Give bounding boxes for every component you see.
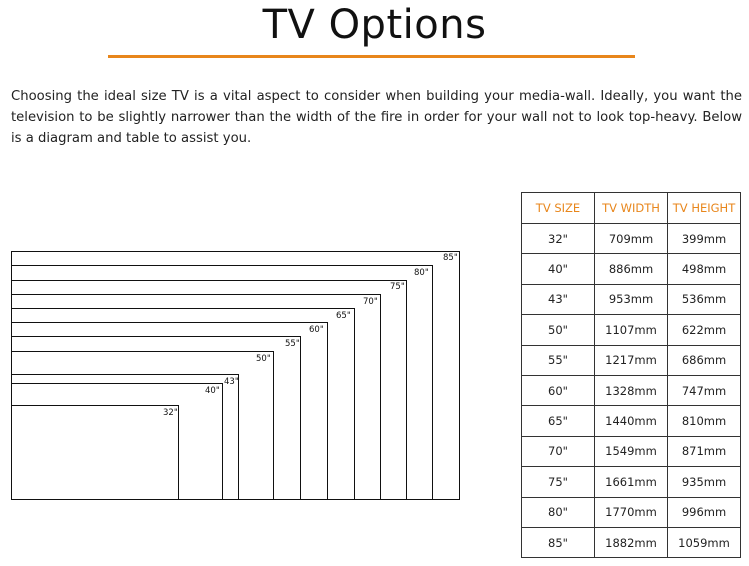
- table-row: [522, 315, 741, 345]
- cell-tv-width: 1882mm: [595, 527, 668, 557]
- tv-outline: [11, 308, 355, 500]
- header-tv-width: TV WIDTH: [595, 193, 668, 224]
- cell-tv-height: 810mm: [668, 406, 741, 436]
- cell-tv-width: 1107mm: [595, 315, 668, 345]
- cell-tv-width: 709mm: [595, 224, 668, 254]
- cell-tv-height: 935mm: [668, 467, 741, 497]
- tv-size-label: 40": [205, 386, 220, 396]
- table-row: [522, 345, 741, 375]
- header-tv-size: TV SIZE: [522, 193, 595, 224]
- tv-outline: [11, 294, 381, 500]
- cell-tv-height: 686mm: [668, 345, 741, 375]
- tv-outline: [11, 351, 274, 500]
- title-underline: [108, 55, 635, 58]
- tv-size-table: [521, 192, 741, 558]
- cell-tv-size: 60": [522, 375, 595, 405]
- cell-tv-size: 85": [522, 527, 595, 557]
- tv-size-label: 32": [163, 408, 178, 418]
- cell-tv-height: 622mm: [668, 315, 741, 345]
- table-row: [522, 375, 741, 405]
- tv-size-label: 70": [363, 297, 378, 307]
- table-body: [522, 224, 741, 558]
- cell-tv-size: 50": [522, 315, 595, 345]
- cell-tv-size: 55": [522, 345, 595, 375]
- tv-outline: [11, 405, 179, 500]
- cell-tv-height: 399mm: [668, 224, 741, 254]
- cell-tv-width: 1440mm: [595, 406, 668, 436]
- cell-tv-size: 75": [522, 467, 595, 497]
- cell-tv-width: 1549mm: [595, 436, 668, 466]
- table-row: [522, 497, 741, 527]
- cell-tv-height: 536mm: [668, 284, 741, 314]
- tv-outline: [11, 251, 460, 500]
- intro-paragraph: Choosing the ideal size TV is a vital aspect to consider when building your media-wall. Ideally, you want the television to be slightly narrower than the width of the fire in order for your wall not to look top-heavy. Below is a diagram and table to assist you.: [11, 89, 742, 146]
- cell-tv-width: 886mm: [595, 254, 668, 284]
- cell-tv-size: 40": [522, 254, 595, 284]
- tv-size-label: 80": [414, 268, 429, 278]
- cell-tv-width: 953mm: [595, 284, 668, 314]
- cell-tv-width: 1217mm: [595, 345, 668, 375]
- tv-outline: [11, 374, 239, 500]
- cell-tv-size: 43": [522, 284, 595, 314]
- table-row: [522, 527, 741, 557]
- cell-tv-height: 871mm: [668, 436, 741, 466]
- tv-outline: [11, 383, 223, 500]
- table-row: [522, 436, 741, 466]
- page-title: TV Options: [262, 2, 487, 48]
- table-row: [522, 284, 741, 314]
- tv-size-label: 75": [390, 282, 405, 292]
- header-tv-height: TV HEIGHT: [668, 193, 741, 224]
- tv-outline: [11, 280, 407, 500]
- tv-size-label: 85": [443, 253, 458, 263]
- tv-outline: [11, 336, 301, 500]
- tv-size-label: 43": [224, 377, 239, 387]
- table-row: [522, 467, 741, 497]
- cell-tv-size: 32": [522, 224, 595, 254]
- cell-tv-size: 70": [522, 436, 595, 466]
- table-row: [522, 254, 741, 284]
- cell-tv-size: 80": [522, 497, 595, 527]
- cell-tv-height: 747mm: [668, 375, 741, 405]
- cell-tv-size: 65": [522, 406, 595, 436]
- tv-outline: [11, 265, 433, 500]
- table-row: [522, 406, 741, 436]
- cell-tv-height: 498mm: [668, 254, 741, 284]
- cell-tv-height: 1059mm: [668, 527, 741, 557]
- cell-tv-width: 1328mm: [595, 375, 668, 405]
- cell-tv-width: 1661mm: [595, 467, 668, 497]
- table-row: [522, 224, 741, 254]
- tv-size-label: 50": [256, 354, 271, 364]
- tv-size-label: 55": [285, 339, 300, 349]
- tv-size-label: 65": [336, 311, 351, 321]
- cell-tv-height: 996mm: [668, 497, 741, 527]
- tv-size-label: 60": [309, 325, 324, 335]
- tv-outline: [11, 322, 328, 500]
- table-header-row: [522, 193, 741, 224]
- cell-tv-width: 1770mm: [595, 497, 668, 527]
